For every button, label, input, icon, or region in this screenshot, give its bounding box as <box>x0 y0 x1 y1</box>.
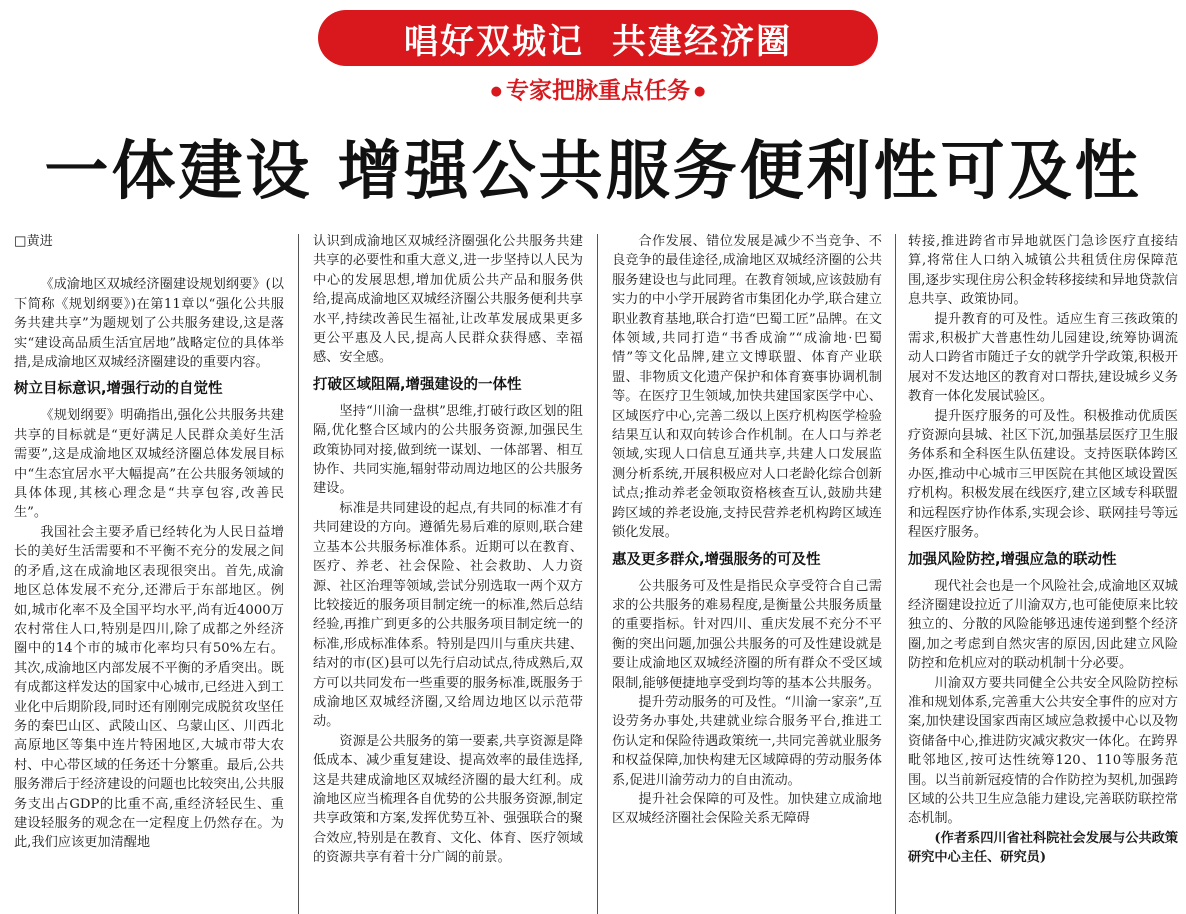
section-heading: 打破区域阻隔,增强建设的一体性 <box>313 376 522 393</box>
paragraph: 提升医疗服务的可及性。积极推动优质医疗资源向县城、社区下沉,加强基层医疗卫生服务体系和全科医生队伍建设。支持医联体跨区办医,推动中心城市三甲医院在其他区域设置医疗机构。积极发展在线医疗,建立区域专科联盟和远程医疗协作体系,实现会诊、联网挂号等远程医疗服务。 <box>908 408 1178 541</box>
column-divider <box>895 234 896 914</box>
paragraph: 标准是共同建设的起点,有共同的标准才有共同建设的方向。遵循先易后难的原则,联合建立基本公共服务标准体系。近期可以在教育、医疗、养老、社会保险、社会救助、人力资源、社区治理等领域,尝试分别选取一两个双方比较接近的服务项目制定统一的标准,然后总结经验,再推广到更多的公共服务项目制定统一的标准,形成标准体系。特别是四川与重庆共建、结对的市(区)县可以先行启动试点,待成熟后,双方可以共同发布一些重要的服务标准,既服务于成渝地区双城经济圈,又给周边地区以示范带动。 <box>313 500 583 730</box>
paragraph: 提升社会保障的可及性。加快建立成渝地区双城经济圈社会保险关系无障碍 <box>612 791 882 827</box>
bullet-dot-icon: ● <box>694 84 706 99</box>
subhead-text: 专家把脉重点任务 <box>506 78 690 104</box>
paragraph: 提升劳动服务的可及性。“川渝一家亲”,互设劳务办事处,共建就业综合服务平台,推进工伤认定和保险待遇政策统一,共同完善就业服务和权益保障,加快构建无区域障碍的劳动服务体系,促进川渝劳动力的自由流动。 <box>612 694 882 788</box>
paragraph: 《规划纲要》明确指出,强化公共服务共建共享的目标就是“更好满足人民群众美好生活需要”,这是成渝地区双城经济圈总体发展目标中“生态宜居水平大幅提高”在公共服务领域的具体体现,其核心理念是“共享包容,改善民生”。 <box>14 408 284 521</box>
banner-slogan-2: 共建经济圈 <box>612 21 792 62</box>
column-1 <box>14 232 284 914</box>
paragraph: 现代社会也是一个风险社会,成渝地区双城经济圈建设拉近了川渝双方,也可能使原来比较独立的、分散的风险能够迅速传递到整个经济圈,加之考虑到自然灾害的原因,因此建立风险防控和危机应对的联动机制十分必要。 <box>908 578 1178 672</box>
paragraph: 《成渝地区双城经济圈建设规划纲要》(以下简称《规划纲要》)在第11章以“强化公共服务共建共享”为题规划了公共服务建设,这是落实“建设高品质生活宜居地”战略定位的具体举措,是成渝地区双城经济圈建设的重要内容。 <box>14 277 284 371</box>
paragraph: 我国社会主要矛盾已经转化为人民日益增长的美好生活需要和不平衡不充分的发展之间的矛盾,这在成渝地区表现很突出。首先,成渝地区总体发展不充分,还滞后于东部地区。例如,城市化率不及全国平均水平,尚有近4000万农村常住人口,特别是四川,除了成都之外经济圈中的14个市的城市化率均只有50%左右。其次,成渝地区内部发展不平衡的矛盾突出。既有成都这样发达的国家中心城市,已经进入到工业化中后期阶段,同时还有刚刚完成脱贫攻坚任务的秦巴山区、武陵山区、乌蒙山区、川西北高原地区等集中连片特困地区,大城市带大农村、中心带区域的任务还十分繁重。最后,公共服务滞后于经济建设的问题也比较突出,公共服务支出占GDP的比重不高,重经济轻民生、重建设轻服务的观念在一定程度上仍然存在。为此,我们应该更加清醒地 <box>14 524 284 851</box>
column-divider <box>298 234 299 914</box>
column-divider <box>597 234 598 914</box>
paragraph: 认识到成渝地区双城经济圈强化公共服务共建共享的必要性和重大意义,进一步坚持以人民为中心的发展思想,增加优质公共产品和服务供给,提高成渝地区双城经济圈公共服务便利共享水平,持续改善民生福祉,让改革发展成果更多更公平惠及人民,提高人民群众获得感、幸福感、安全感。 <box>313 234 583 366</box>
top-banner <box>318 10 878 66</box>
paragraph: 坚持“川渝一盘棋”思维,打破行政区划的阻隔,优化整合区域内的公共服务资源,加强民生政策协同对接,做到统一谋划、一体部署、相互协作、共同实施,辐射带动周边地区的公共服务建设。 <box>313 403 583 497</box>
paragraph: 川渝双方要共同健全公共安全风险防控标准和规划体系,完善重大公共安全事件的应对方案,加快建设国家西南区域应急救援中心以及物资储备中心,推进防灾减灾救灾一体化。在跨界毗邻地区,按可达性统筹120、110等服务范围。以当前新冠疫情的合作防控为契机,加强跨区域的公共卫生应急能力建设,完善联防联控常态机制。 <box>908 675 1178 827</box>
column-3 <box>612 232 882 914</box>
paragraph: 公共服务可及性是指民众享受符合自己需求的公共服务的难易程度,是衡量公共服务质量的重要指标。针对四川、重庆发展不充分不平衡的突出问题,加强公共服务的可及性建设就是要让成渝地区双城经济圈的所有群众不受区域限制,能够便捷地享受到均等的基本公共服务。 <box>612 578 882 691</box>
paragraph: 资源是公共服务的第一要素,共享资源是降低成本、减少重复建设、提高效率的最佳选择,这是共建成渝地区双城经济圈的最大红利。成渝地区应当梳理各自优势的公共服务资源,制定共享政策和方案,发挥优势互补、强强联合的聚合效应,特别是在教育、文化、体育、医疗领域的资源共享有着十分广阔的前景。 <box>313 733 583 866</box>
bullet-dot-icon: ● <box>490 84 502 99</box>
column-subhead <box>318 72 878 105</box>
article-headline: 一体建设 增强公共服务便利性可及性 <box>44 135 1142 209</box>
author-footnote: (作者系四川省社科院社会发展与公共政策研究中心主任、研究员) <box>908 830 1178 866</box>
author-byline: □黄进 <box>14 234 53 249</box>
paragraph: 合作发展、错位发展是减少不当竞争、不良竞争的最佳途径,成渝地区双城经济圈的公共服务建设也与此同理。在教育领域,应该鼓励有实力的中小学开展跨省市集团化办学,联合建立职业教育基地,联合打造“巴蜀工匠”品牌。在文体领域,共同打造“书香成渝”“成渝地·巴蜀情”等文化品牌,建立文博联盟、体育产业联盟、非物质文化遗产保护和体育赛事协调机制等。在医疗卫生领域,加快共建国家医学中心、区域医疗中心,完善二级以上医疗机构医学检验结果互认和双向转诊合作机制。在人口与养老领域,实现人口信息互通共享,共建人口发展监测分析系统,开展积极应对人口老龄化综合创新试点;推动养老金领取资格核查互认,鼓励共建跨区域的养老设施,支持民营养老机构跨区域连锁化发展。 <box>612 234 882 541</box>
column-2 <box>313 232 583 914</box>
paragraph: 转接,推进跨省市异地就医门急诊医疗直接结算,将常住人口纳入城镇公共租赁住房保障范围,逐步实现住房公积金转移接续和异地贷款信息共享、政策协同。 <box>908 234 1178 308</box>
banner-slogan-1: 唱好双城记 <box>404 21 584 62</box>
section-heading: 惠及更多群众,增强服务的可及性 <box>612 551 821 568</box>
section-heading: 加强风险防控,增强应急的联动性 <box>908 551 1117 568</box>
section-heading: 树立目标意识,增强行动的自觉性 <box>14 381 223 398</box>
column-4 <box>908 232 1178 914</box>
paragraph: 提升教育的可及性。适应生育三孩政策的需求,积极扩大普惠性幼儿园建设,统筹协调流动人口跨省市随迁子女的就学升学政策,积极开展对不发达地区的教育对口帮扶,建设城乡义务教育一体化发展试验区。 <box>908 311 1178 405</box>
